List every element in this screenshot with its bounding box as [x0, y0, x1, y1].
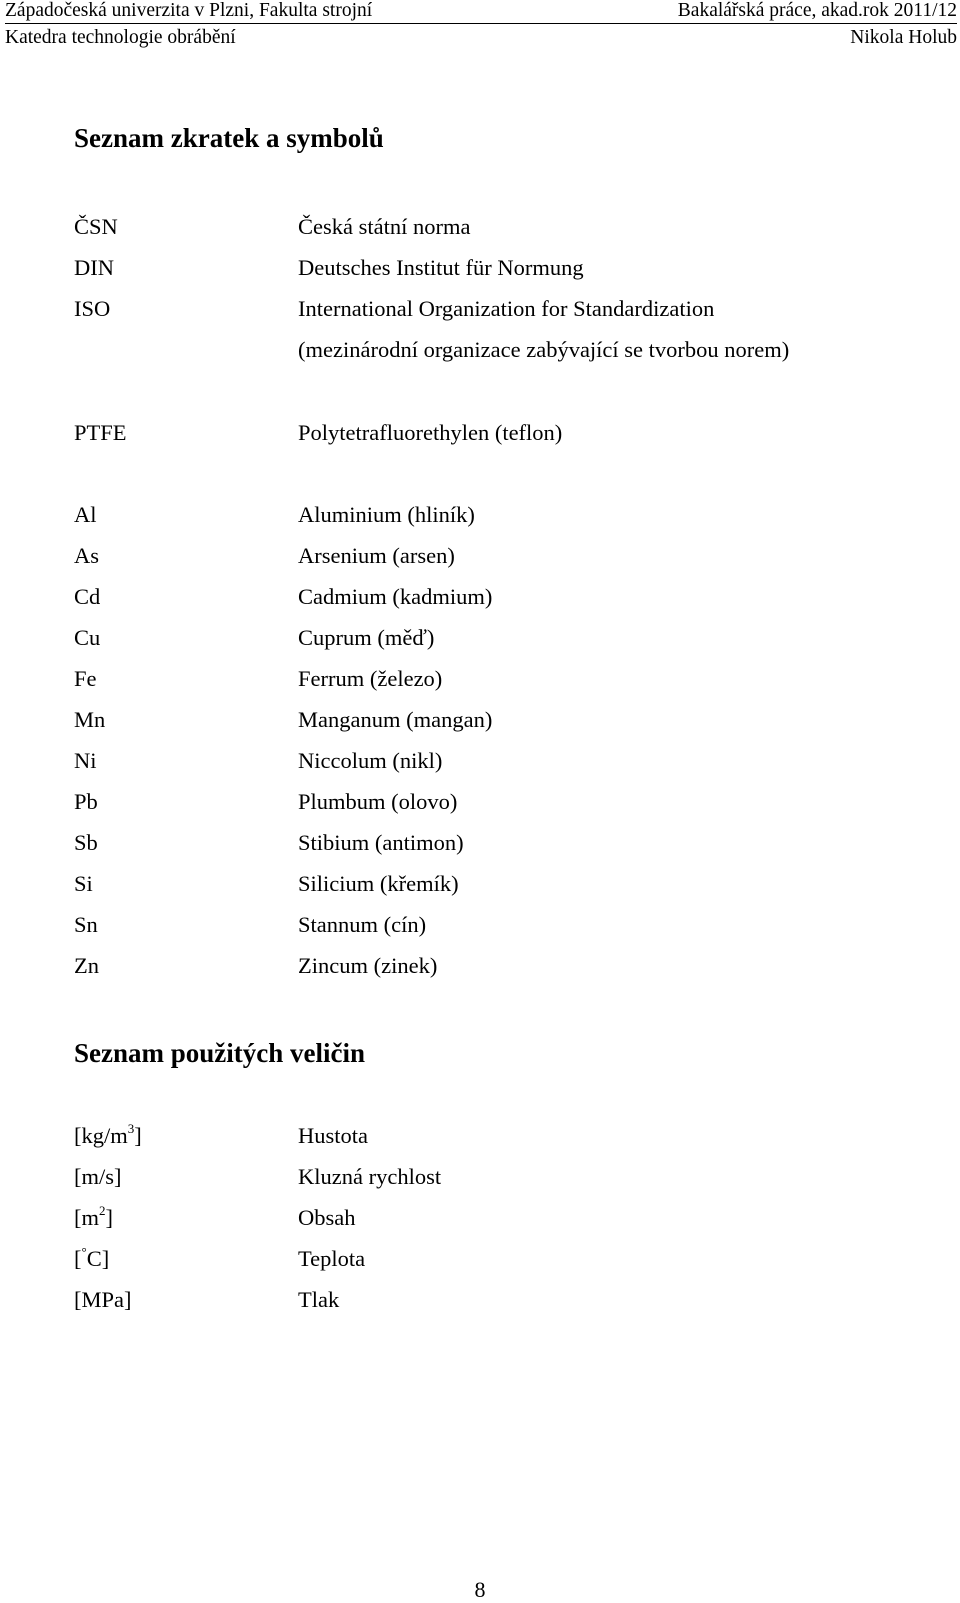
- abbreviations-heading: Seznam zkratek a symbolů: [74, 123, 384, 153]
- element-name: Aluminium (hliník): [298, 502, 475, 527]
- header-row-2: [5, 27, 957, 49]
- quantity-unit: [°C]: [74, 1244, 110, 1271]
- element-name: Zincum (zinek): [298, 953, 438, 978]
- page-number: 8: [474, 1577, 486, 1602]
- element-name: Stannum (cín): [298, 912, 427, 937]
- quantity-unit: $[kg/m^3]$: [74, 1121, 142, 1148]
- element-symbol: Sb: [74, 830, 98, 855]
- header-university: Západočeská univerzita v Plzni, Fakulta strojní: [5, 0, 373, 21]
- element-symbol: Fe: [74, 666, 97, 691]
- quantities-heading: Seznam použitých veličin: [74, 1038, 365, 1068]
- quantity-unit: [MPa]: [74, 1287, 132, 1312]
- quantity-name: Hustota: [298, 1123, 368, 1148]
- abbr-symbol: DIN: [74, 255, 114, 280]
- abbr-meaning: Česká státní norma: [298, 214, 471, 239]
- element-symbol: Pb: [74, 789, 98, 814]
- element-name: Plumbum (olovo): [298, 789, 458, 814]
- element-name: Stibium (antimon): [298, 830, 464, 855]
- abbr-meaning: Polytetrafluorethylen (teflon): [298, 420, 563, 445]
- abbr-symbol: PTFE: [74, 420, 127, 445]
- quantity-name: Teplota: [298, 1246, 366, 1271]
- quantity-name: Kluzná rychlost: [298, 1164, 442, 1189]
- abbr-meaning: International Organization for Standardization: [298, 296, 715, 321]
- element-symbol: Al: [74, 502, 97, 527]
- element-name: Cadmium (kadmium): [298, 584, 493, 609]
- quantity-name: Obsah: [298, 1205, 356, 1230]
- element-symbol: Sn: [74, 912, 98, 937]
- quantity-unit: $[m^2]$: [74, 1203, 113, 1230]
- header-author: Nikola Holub: [850, 27, 957, 48]
- element-name: Cuprum (měď): [298, 625, 435, 650]
- element-name: Silicium (křemík): [298, 871, 459, 896]
- abbr-meaning: Deutsches Institut für Normung: [298, 255, 584, 280]
- header-department: Katedra technologie obrábění: [5, 27, 236, 48]
- element-symbol: Cd: [74, 584, 101, 609]
- header-row-1: [5, 0, 957, 22]
- element-name: Ferrum (železo): [298, 666, 443, 691]
- element-symbol: Ni: [74, 748, 97, 773]
- element-symbol: Si: [74, 871, 93, 896]
- element-name: Arsenium (arsen): [298, 543, 455, 568]
- abbr-symbol: ČSN: [74, 214, 118, 239]
- abbr-meaning-continued: (mezinárodní organizace zabývající se tvorbou norem): [298, 337, 790, 362]
- abbr-symbol: ISO: [74, 296, 111, 321]
- quantity-unit: [m/s]: [74, 1164, 122, 1189]
- header-thesis-info: Bakalářská práce, akad.rok 2011/12: [677, 0, 957, 21]
- element-name: Niccolum (nikl): [298, 748, 443, 773]
- element-symbol: Mn: [74, 707, 106, 732]
- element-name: Manganum (mangan): [298, 707, 493, 732]
- quantity-name: Tlak: [298, 1287, 340, 1312]
- element-symbol: As: [74, 543, 100, 568]
- header-rule: [5, 23, 957, 24]
- element-symbol: Zn: [74, 953, 99, 978]
- element-symbol: Cu: [74, 625, 101, 650]
